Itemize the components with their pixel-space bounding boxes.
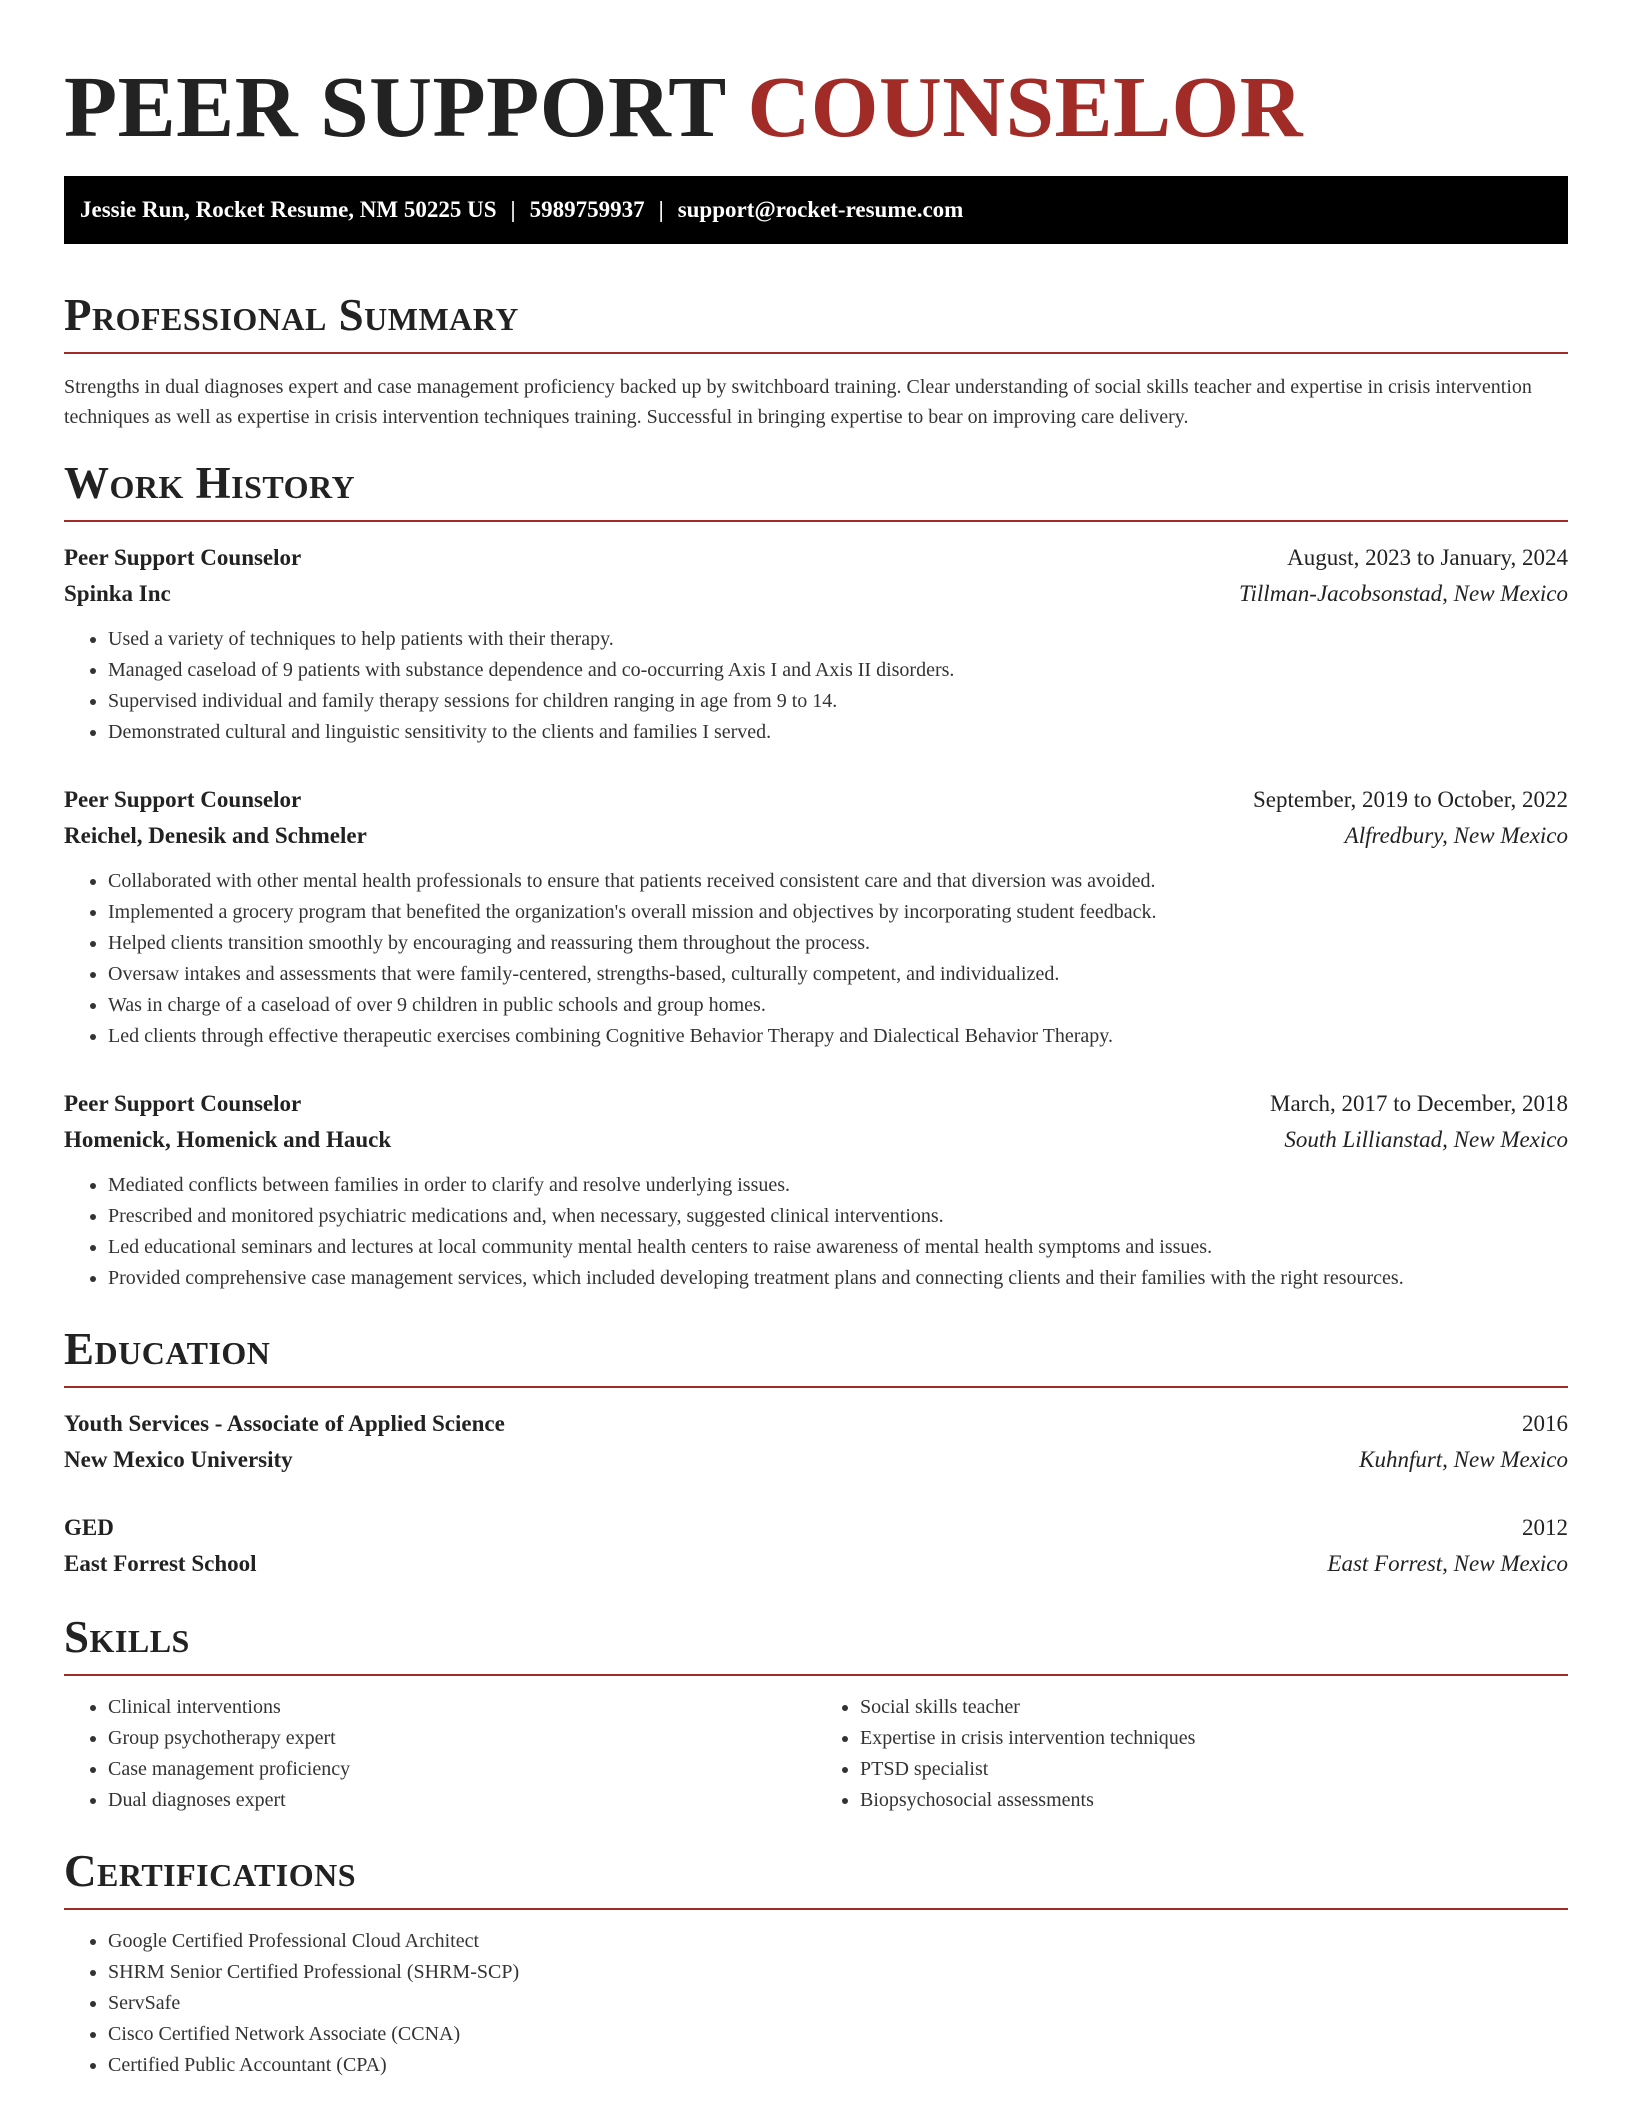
list-item: • Implemented a grocery program that benefited the organization's overall mission and objectives by incorporating student feedback. xyxy=(108,897,1568,928)
certifications-list xyxy=(64,1926,1568,2081)
list-item: • Cisco Certified Network Associate (CCNA) xyxy=(108,2019,1568,2050)
education-degree-row xyxy=(64,1510,1568,1546)
job-bullets xyxy=(64,624,1568,748)
list-item: • Led clients through effective therapeutic exercises combining Cognitive Behavior Therapy and Dialectical Behavior Therapy. xyxy=(108,1021,1568,1052)
contact-separator: | xyxy=(658,197,664,222)
list-item: • Was in charge of a caseload of over 9 children in public schools and group homes. xyxy=(108,990,1568,1021)
certifications-heading: Certifications xyxy=(64,1846,1568,1910)
list-item: • SHRM Senior Certified Professional (SHRM-SCP) xyxy=(108,1957,1568,1988)
job-entry xyxy=(64,1086,1568,1294)
list-item: • Biopsychosocial assessments xyxy=(860,1785,1568,1816)
list-item: • Case management proficiency xyxy=(108,1754,816,1785)
job-title-row xyxy=(64,782,1568,818)
job-bullets xyxy=(64,1170,1568,1294)
education-degree: Youth Services - Associate of Applied Science xyxy=(64,1411,505,1436)
skills-list-right xyxy=(816,1692,1568,1816)
job-title-row xyxy=(64,1086,1568,1122)
skills-heading: Skills xyxy=(64,1612,1568,1676)
title-main: PEER SUPPORT xyxy=(64,58,726,155)
skills-section xyxy=(64,1612,1568,1816)
list-item: • Clinical interventions xyxy=(108,1692,816,1723)
education-section xyxy=(64,1324,1568,1582)
job-entry xyxy=(64,782,1568,1052)
list-item: • Collaborated with other mental health professionals to ensure that patients received consistent care and that diversion was avoided. xyxy=(108,866,1568,897)
list-item: • PTSD specialist xyxy=(860,1754,1568,1785)
summary-section xyxy=(64,290,1568,432)
job-title: Peer Support Counselor xyxy=(64,787,302,812)
list-item: • Helped clients transition smoothly by encouraging and reassuring them throughout the process. xyxy=(108,928,1568,959)
skills-columns xyxy=(64,1692,1568,1816)
job-company-row xyxy=(64,1122,1568,1158)
education-location: East Forrest, New Mexico xyxy=(1327,1551,1568,1576)
education-degree-row xyxy=(64,1406,1568,1442)
list-item: • Prescribed and monitored psychiatric medications and, when necessary, suggested clinical interventions. xyxy=(108,1201,1568,1232)
work-heading: Work History xyxy=(64,458,1568,522)
job-company: Homenick, Homenick and Hauck xyxy=(64,1127,392,1152)
job-dates: August, 2023 to January, 2024 xyxy=(1287,545,1568,570)
list-item: • Led educational seminars and lectures at local community mental health centers to raise awareness of mental health symptoms and issues. xyxy=(108,1232,1568,1263)
job-title-row xyxy=(64,540,1568,576)
job-company-row xyxy=(64,576,1568,612)
list-item: • Expertise in crisis intervention techniques xyxy=(860,1723,1568,1754)
list-item: • Social skills teacher xyxy=(860,1692,1568,1723)
resume-title xyxy=(64,0,1568,176)
list-item: • Mediated conflicts between families in order to clarify and resolve underlying issues. xyxy=(108,1170,1568,1201)
list-item: • Supervised individual and family therapy sessions for children ranging in age from 9 to 14. xyxy=(108,686,1568,717)
contact-phone[interactable]: 5989759937 xyxy=(529,197,645,222)
job-location: Alfredbury, New Mexico xyxy=(1344,823,1568,848)
job-company: Spinka Inc xyxy=(64,581,171,606)
list-item: • Certified Public Accountant (CPA) xyxy=(108,2050,1568,2081)
job-company-row xyxy=(64,818,1568,854)
education-school: East Forrest School xyxy=(64,1551,257,1576)
summary-text: Strengths in dual diagnoses expert and case management proficiency backed up by switchboard training. Clear understanding of social skills teacher and expertise in crisis intervention techniques as well as expertise in crisis intervention techniques training. Successful in bringing expertise to bear on improving care delivery. xyxy=(64,376,1532,428)
job-company: Reichel, Denesik and Schmeler xyxy=(64,823,367,848)
job-location: South Lillianstad, New Mexico xyxy=(1284,1127,1568,1152)
education-location: Kuhnfurt, New Mexico xyxy=(1359,1447,1568,1472)
education-school-row xyxy=(64,1442,1568,1478)
summary-heading: Professional Summary xyxy=(64,290,1568,354)
work-section xyxy=(64,458,1568,1294)
list-item: • Group psychotherapy expert xyxy=(108,1723,816,1754)
list-item: • Demonstrated cultural and linguistic sensitivity to the clients and families I served. xyxy=(108,717,1568,748)
job-title: Peer Support Counselor xyxy=(64,1091,302,1116)
list-item: • Oversaw intakes and assessments that were family-centered, strengths-based, culturally competent, and individualized. xyxy=(108,959,1568,990)
contact-address: Jessie Run, Rocket Resume, NM 50225 US xyxy=(80,197,497,222)
skills-list-left xyxy=(64,1692,816,1816)
job-title: Peer Support Counselor xyxy=(64,545,302,570)
list-item: • Dual diagnoses expert xyxy=(108,1785,816,1816)
certifications-section xyxy=(64,1846,1568,2081)
job-dates: September, 2019 to October, 2022 xyxy=(1253,787,1568,812)
list-item: • Google Certified Professional Cloud Architect xyxy=(108,1926,1568,1957)
job-entry xyxy=(64,540,1568,748)
education-year: 2016 xyxy=(1522,1411,1568,1436)
contact-separator: | xyxy=(510,197,516,222)
list-item: • ServSafe xyxy=(108,1988,1568,2019)
education-entry xyxy=(64,1510,1568,1582)
job-dates: March, 2017 to December, 2018 xyxy=(1270,1091,1568,1116)
list-item: • Managed caseload of 9 patients with substance dependence and co-occurring Axis I and Axis II disorders. xyxy=(108,655,1568,686)
education-degree: GED xyxy=(64,1515,114,1540)
list-item: • Used a variety of techniques to help patients with their therapy. xyxy=(108,624,1568,655)
education-school-row xyxy=(64,1546,1568,1582)
education-year: 2012 xyxy=(1522,1515,1568,1540)
education-entry xyxy=(64,1406,1568,1478)
title-accent: COUNSELOR xyxy=(747,58,1304,155)
education-heading: Education xyxy=(64,1324,1568,1388)
job-location: Tillman-Jacobsonstad, New Mexico xyxy=(1239,581,1568,606)
job-bullets xyxy=(64,866,1568,1052)
contact-bar xyxy=(64,176,1568,244)
education-school: New Mexico University xyxy=(64,1447,293,1472)
contact-email[interactable]: support@rocket-resume.com xyxy=(677,197,964,222)
list-item: • Provided comprehensive case management services, which included developing treatment plans and connecting clients and their families with the right resources. xyxy=(108,1263,1568,1294)
